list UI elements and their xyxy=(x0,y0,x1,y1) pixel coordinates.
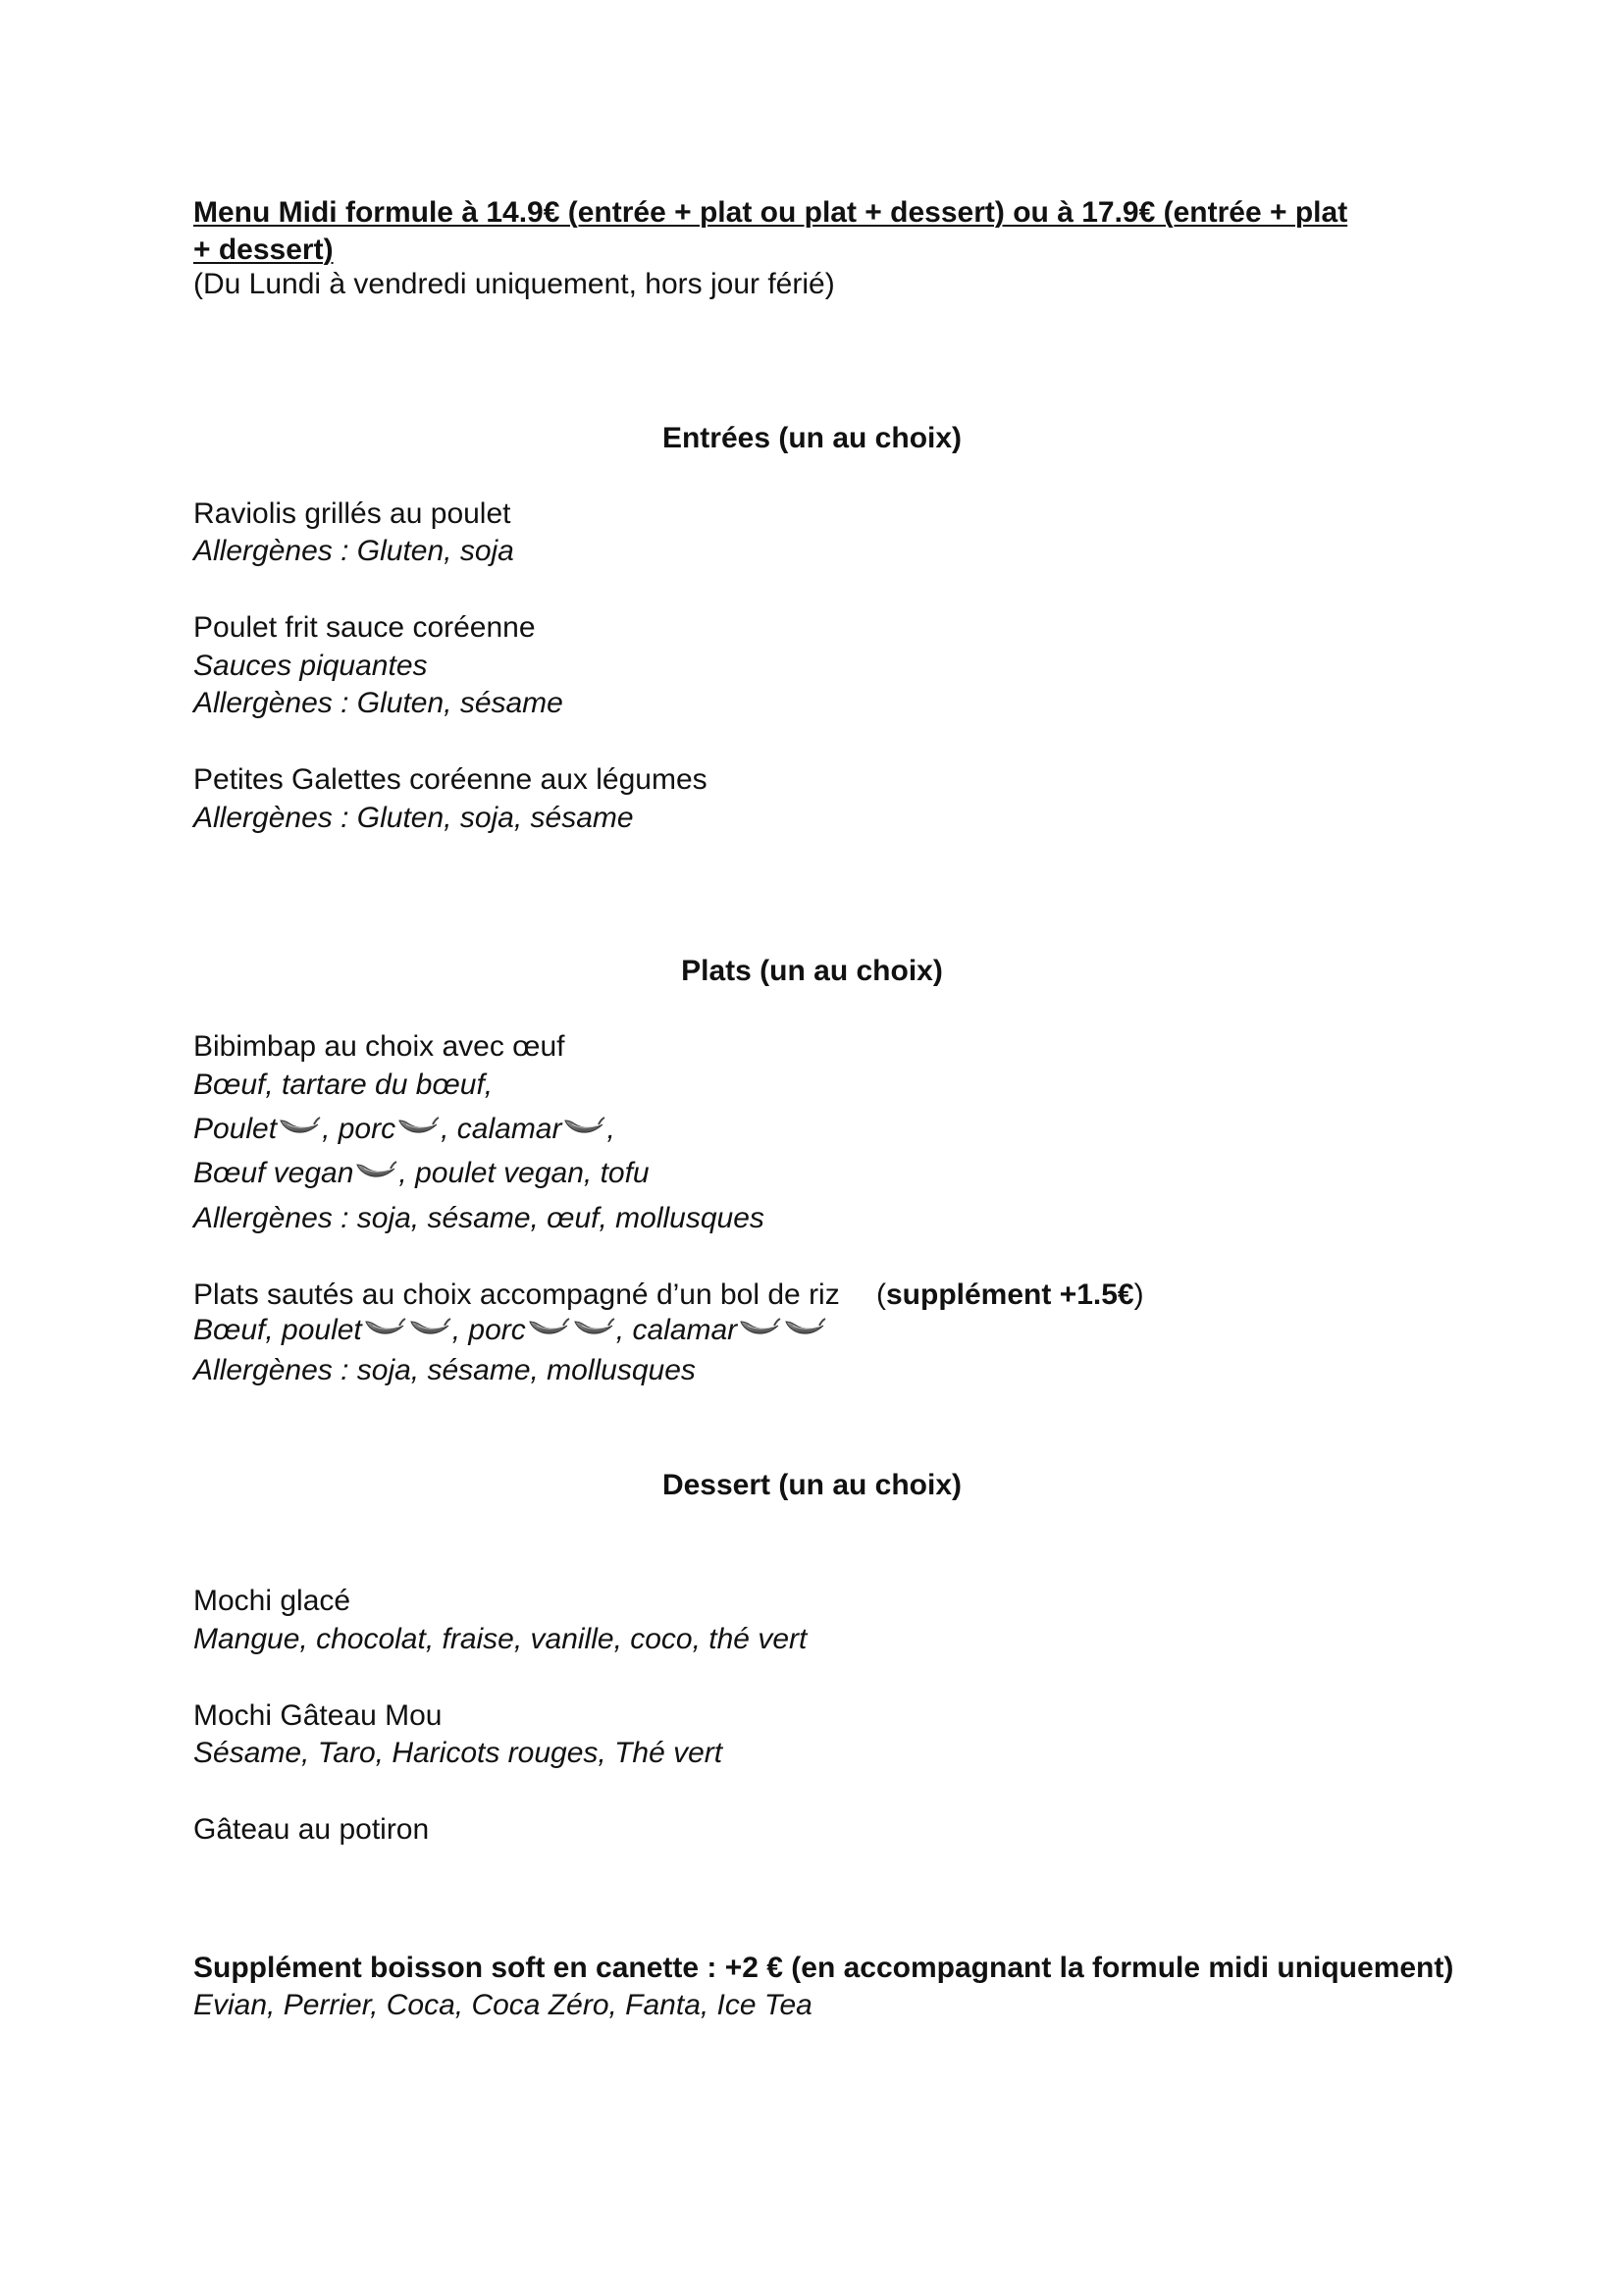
desserts-heading: Dessert (un au choix) xyxy=(661,1469,963,1501)
plats-heading: Plats (un au choix) xyxy=(681,955,943,987)
entree-1-allergens: Allergènes : Gluten, soja xyxy=(193,535,514,567)
plat-2-name: Plats sautés au choix accompagné d’un bol de riz xyxy=(193,1278,840,1311)
chili-pepper-icon xyxy=(354,1159,397,1184)
plat-2-supplement: (supplément +1.5€) xyxy=(876,1278,1144,1311)
chili-pepper-icon xyxy=(408,1316,451,1341)
plat-1-line3 xyxy=(193,1155,650,1192)
chili-pepper-icon xyxy=(562,1115,605,1140)
plat-1-line2-d: , xyxy=(606,1113,615,1145)
entree-2-note: Sauces piquantes xyxy=(193,650,428,682)
plat-1-allergens: Allergènes : soja, sésame, œuf, mollusques xyxy=(193,1202,764,1234)
boissons-heading: Supplément boisson soft en canette : +2 € (en accompagnant la formule midi uniquement) xyxy=(193,1952,1454,1984)
chili-pepper-icon xyxy=(363,1316,406,1341)
plat-1-line3-b: , poulet vegan, tofu xyxy=(398,1157,650,1189)
plat-1-line1: Bœuf, tartare du bœuf, xyxy=(193,1069,494,1101)
dessert-3-name: Gâteau au potiron xyxy=(193,1813,430,1846)
plat-1-line2-a: Poulet xyxy=(193,1113,278,1145)
boissons-list: Evian, Perrier, Coca, Coca Zéro, Fanta, Ice Tea xyxy=(193,1989,812,2021)
menu-title: Menu Midi formule à 14.9€ (entrée + plat ou plat + dessert) ou à 17.9€ (entrée + plat + dessert) xyxy=(193,196,1348,266)
plat-1-line2-c: , calamar xyxy=(441,1113,562,1145)
plat-2-line1 xyxy=(193,1312,827,1349)
chili-pepper-icon xyxy=(738,1316,781,1341)
entree-3-name: Petites Galettes coréenne aux légumes xyxy=(193,763,707,796)
dessert-1-name: Mochi glacé xyxy=(193,1585,351,1617)
entree-2-allergens: Allergènes : Gluten, sésame xyxy=(193,687,563,719)
menu-subtitle: (Du Lundi à vendredi uniquement, hors jour férié) xyxy=(193,268,835,300)
entree-2-name: Poulet frit sauce coréenne xyxy=(193,611,536,644)
plat-2-allergens: Allergènes : soja, sésame, mollusques xyxy=(193,1354,696,1386)
entree-3-allergens: Allergènes : Gluten, soja, sésame xyxy=(193,802,634,834)
plat-1-line3-a: Bœuf vegan xyxy=(193,1157,354,1189)
plat-2-line1-c: , calamar xyxy=(615,1314,738,1346)
dessert-1-flavors: Mangue, chocolat, fraise, vanille, coco, thé vert xyxy=(193,1623,808,1655)
dessert-2-flavors: Sésame, Taro, Haricots rouges, Thé vert xyxy=(193,1737,723,1769)
plat-1-line2-b: , porc xyxy=(322,1113,396,1145)
chili-pepper-icon xyxy=(278,1115,321,1140)
plat-1-line2 xyxy=(193,1111,615,1148)
chili-pepper-icon xyxy=(527,1316,570,1341)
entree-1-name: Raviolis grillés au poulet xyxy=(193,497,511,530)
plat-2-line1-b: , porc xyxy=(451,1314,526,1346)
chili-pepper-icon xyxy=(783,1316,826,1341)
entrees-heading: Entrées (un au choix) xyxy=(661,422,963,454)
plat-1-name: Bibimbap au choix avec œuf xyxy=(193,1030,565,1063)
chili-pepper-icon xyxy=(396,1115,440,1140)
plat-2-line1-a: Bœuf, poulet xyxy=(193,1314,362,1346)
chili-pepper-icon xyxy=(572,1316,615,1341)
dessert-2-name: Mochi Gâteau Mou xyxy=(193,1699,443,1732)
